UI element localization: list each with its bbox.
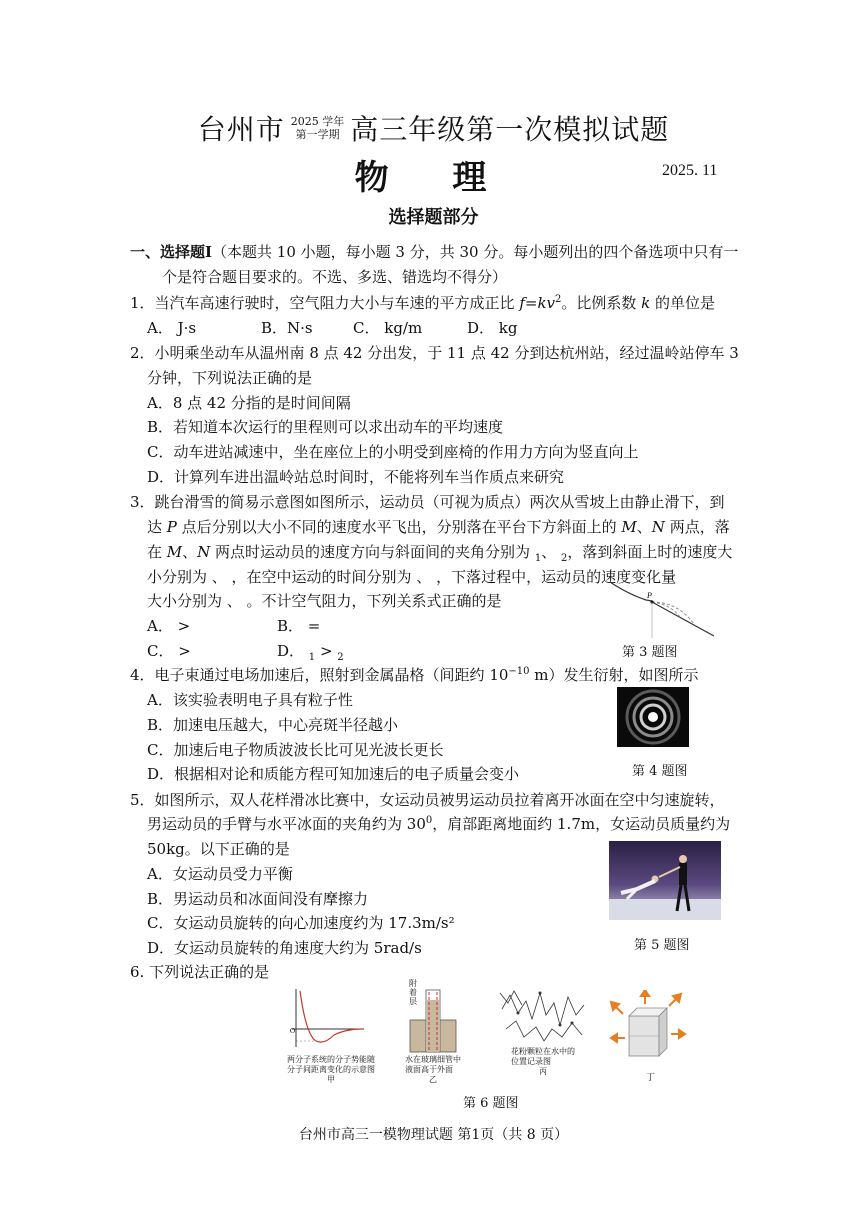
q2-option-b: B．若知道本次运行的里程则可以求出动车的平均速度 xyxy=(147,418,504,436)
q4-exp: −10 xyxy=(508,666,530,677)
q3-sep2: 、 xyxy=(541,543,561,561)
page-footer: 台州市高三一模物理试题 第1页（共 8 页） xyxy=(298,1127,569,1143)
q3-s3b: 两点时运动员的速度方向与斜面间的夹角分别为 xyxy=(210,543,535,561)
title-year-line2: 第一学期 xyxy=(295,128,340,141)
q3-option-a: A． > xyxy=(147,617,191,635)
q1-option-d: D． kg xyxy=(467,319,518,337)
q3-option-d xyxy=(277,640,344,663)
q6-stem: 6. 下列说法正确的是 xyxy=(130,963,270,981)
q4-stem-b: m）发生衍射，如图所示 xyxy=(529,666,699,684)
q6-yi-label: 乙 xyxy=(429,1075,437,1084)
q5-stem-line1: 5．如图所示，双人花样滑冰比赛中，女运动员被男运动员拉着离开冰面在空中匀速旋转， xyxy=(130,791,725,809)
q6-yi-caption xyxy=(405,1055,461,1085)
q3-option-d-b: > xyxy=(315,642,338,660)
q1-option-b: B．N·s xyxy=(261,319,313,337)
q1-stem-b: 。比例系数 xyxy=(561,294,642,312)
q3-sep1: 、 xyxy=(636,518,652,536)
q5-stem-line2 xyxy=(147,813,730,834)
exam-date: 2025. 11 xyxy=(662,162,718,179)
q4-option-a: A．该实验表明电子具有粒子性 xyxy=(147,691,353,709)
q3-sub2: 2 xyxy=(560,553,568,564)
q3-option-d-sub1: 1 xyxy=(308,652,316,663)
q4-figure-caption: 第 4 题图 xyxy=(632,764,688,779)
title-year-line1: 2025 学年 xyxy=(290,115,345,128)
q6-bing-caption xyxy=(511,1047,575,1077)
part1-intro-line2: 个是符合题目要求的。不选、多选、错选均不得分） xyxy=(162,268,508,286)
q6-yi-caption-line1: 水在玻璃细管中 xyxy=(405,1055,461,1064)
part1-label: 一、选择题Ⅰ xyxy=(130,243,213,261)
svg-text:O: O xyxy=(290,1027,296,1035)
q4-option-d: D．根据相对论和质能方程可知加速后的电子质量会变小 xyxy=(147,765,520,783)
q1-formula: f=kv xyxy=(519,294,556,312)
q3-s3c: ，落到斜面上时的速度大 xyxy=(567,543,733,561)
q6-figure-caption: 第 6 题图 xyxy=(463,1096,519,1111)
q5-s2b: ，肩部距离地面约 1.7m，女运动员质量约为 xyxy=(432,815,731,833)
q2-stem-line1: 2．小明乘坐动车从温州南 8 点 42 分出发，于 11 点 42 分到达杭州站，经过温岭站停车 3 xyxy=(130,344,739,362)
q2-stem-line2: 分钟，下列说法正确的是 xyxy=(147,369,313,387)
q2-option-a: A．8 点 42 分指的是时间间隔 xyxy=(147,394,351,412)
q3-sep1b: 、 xyxy=(182,543,198,561)
q1-formula-sup: 2 xyxy=(555,294,562,305)
q4-option-b: B．加速电压越大，中心亮斑半径越小 xyxy=(147,716,399,734)
q3-option-d-a: D． xyxy=(277,642,309,660)
q5-stem-line3: 50kg。以下正确的是 xyxy=(147,840,290,858)
q6-ding-label: 丁 xyxy=(646,1073,656,1083)
section-heading: 选择题部分 xyxy=(388,207,479,228)
figure-skating-photo xyxy=(609,841,721,920)
q5-figure-caption: 第 5 题图 xyxy=(634,938,690,953)
part1-intro-line1 xyxy=(130,241,738,262)
q1-option-c: C． kg/m xyxy=(353,319,423,337)
q3-ski-jump-figure xyxy=(608,580,720,640)
q4-option-c: C．加速后电子物质波波长比可见光波长更长 xyxy=(147,741,444,759)
q3-point-n2: N xyxy=(197,543,211,561)
q3-option-c: C． > xyxy=(147,642,191,660)
q3-s2a: 达 xyxy=(147,518,167,536)
q3-stem-line4: 小分别为 、 ，在空中运动的时间分别为 、 ，下落过程中，运动员的速度变化量 xyxy=(147,568,677,586)
q1-stem-c: 的单位是 xyxy=(650,294,716,312)
q4-ten: 10 xyxy=(489,666,509,684)
q4-stem-a: 4．电子束通过电场加速后，照射到金属晶格（间距约 xyxy=(130,666,490,684)
q5-option-c: C．女运动员旋转的向心加速度约为 17.3m/s² xyxy=(147,914,455,932)
q3-stem-line5: 大小分别为 、 。不计空气阻力，下列关系式正确的是 xyxy=(147,592,502,610)
q5-degree: 0 xyxy=(425,815,433,826)
part1-intro-text: （本题共 10 小题，每小题 3 分，共 30 分。每小题列出的四个备选项中只有一 xyxy=(212,243,739,261)
q6-yi-caption-line2: 液面高于外面 xyxy=(405,1065,453,1074)
q3-stem-line1: 3．跳台滑雪的简易示意图如图所示，运动员（可视为质点）两次从雪坡上由静止滑下，到 xyxy=(130,493,725,511)
q3-point-m2: M xyxy=(166,543,183,561)
q3-option-b: B． = xyxy=(277,617,321,635)
q6-figure-ding-box xyxy=(607,990,687,1065)
q3-s2b: 点后分别以大小不同的速度水平飞出，分别落在平台下方斜面上的 xyxy=(176,518,622,536)
q6-jia-caption xyxy=(287,1055,375,1085)
q3-sub1: 1 xyxy=(534,553,542,564)
q4-stem xyxy=(130,664,699,685)
q3-point-n: N xyxy=(651,518,665,536)
q6-jia-caption-line1: 两分子系统的分子势能随 xyxy=(287,1055,375,1064)
title-rest: 高三年级第一次模拟试题 xyxy=(350,113,670,146)
q5-option-a: A．女运动员受力平衡 xyxy=(147,865,293,883)
q3-stem-line2 xyxy=(147,516,730,537)
q6-figure-jia-potential-curve xyxy=(282,985,368,1065)
q5-option-d: D．女运动员旋转的角速度大约为 5rad/s xyxy=(147,939,422,957)
q6-bing-caption-line2: 位置记录图 xyxy=(511,1057,551,1066)
q3-point-p: P xyxy=(166,518,177,536)
q3-figure-p-label: P xyxy=(647,591,652,600)
q6-yi-tag: 附着层 xyxy=(409,979,417,1006)
q3-stem-line3 xyxy=(147,541,732,564)
q2-option-c: C．动车进站减速中，坐在座位上的小明受到座椅的作用力方向为竖直向上 xyxy=(147,443,639,461)
q1-k: k xyxy=(641,294,651,312)
q1-option-a: A． J·s xyxy=(147,319,197,337)
subject-heading: 物 理 xyxy=(354,158,513,198)
title-year-block xyxy=(291,115,345,141)
q3-s2c: 两点，落 xyxy=(664,518,730,536)
q1-stem xyxy=(130,292,715,313)
q5-s2a: 男运动员的手臂与水平冰面的夹角约为 30 xyxy=(147,815,426,833)
electron-diffraction-image xyxy=(617,687,689,747)
exam-title xyxy=(0,108,867,148)
q6-jia-caption-line2: 分子间距离变化的示意图 xyxy=(287,1065,375,1074)
q3-s3a: 在 xyxy=(147,543,167,561)
q2-option-d: D．计算列车进出温岭站总时间时，不能将列车当作质点来研究 xyxy=(147,468,565,486)
q6-figure-bing-brownian xyxy=(496,985,590,1045)
q3-point-m: M xyxy=(621,518,637,536)
q1-stem-a: 1．当汽车高速行驶时，空气阻力大小与车速的平方成正比 xyxy=(130,294,520,312)
q5-option-b: B．男运动员和冰面间没有摩擦力 xyxy=(147,890,369,908)
title-city: 台州市 xyxy=(197,113,285,146)
q6-bing-label: 丙 xyxy=(539,1067,547,1076)
q6-jia-label: 甲 xyxy=(327,1075,335,1084)
q3-figure-caption: 第 3 题图 xyxy=(622,645,678,660)
q6-bing-caption-line1: 花粉颗粒在水中的 xyxy=(511,1047,575,1056)
q3-option-d-sub2: 2 xyxy=(337,652,344,663)
